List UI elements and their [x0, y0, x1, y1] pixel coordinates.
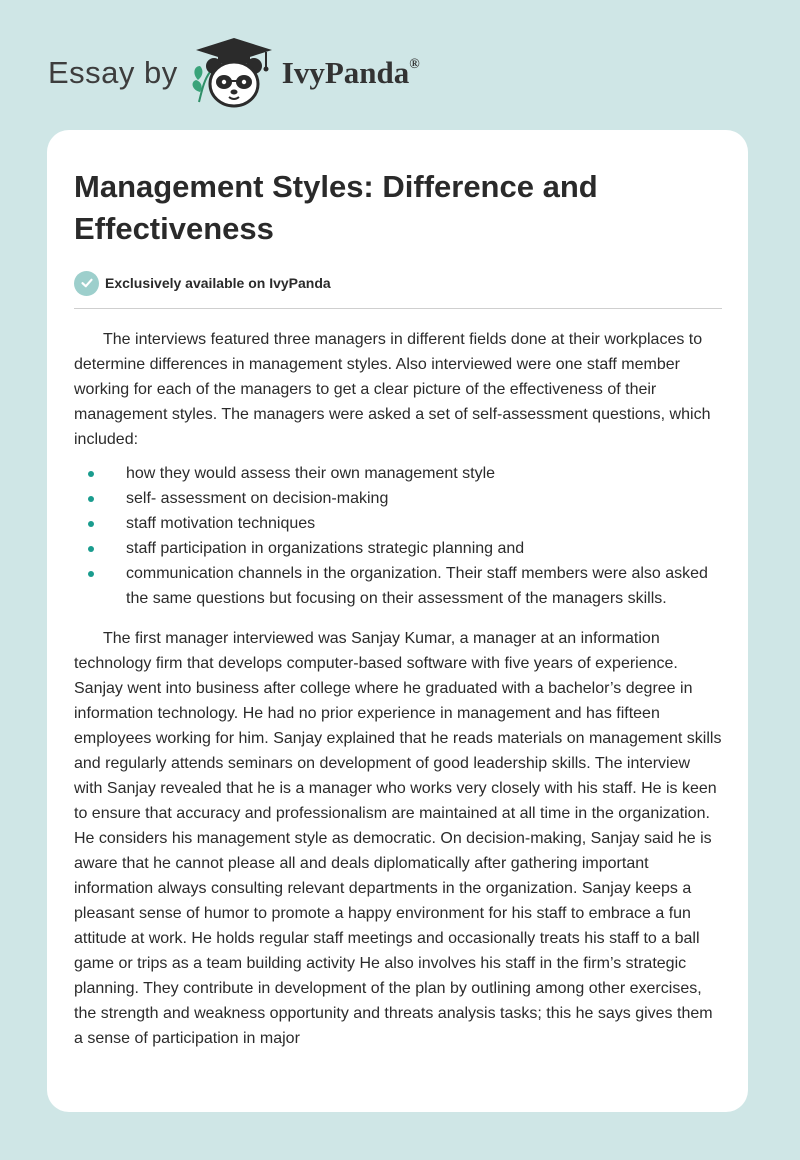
list-item-text: how they would assess their own management style [126, 465, 496, 482]
list-item [74, 461, 722, 486]
badge-label: Exclusively available on IvyPanda [105, 275, 331, 291]
essay-body [74, 327, 722, 1051]
list-item-text: staff participation in organizations strategic planning and [126, 540, 525, 557]
brand-text: IvyPanda [281, 55, 410, 90]
bullet-dot [88, 471, 94, 477]
list-item [74, 536, 722, 561]
registered-mark: ® [409, 57, 420, 72]
exclusive-badge [74, 270, 722, 296]
list-item-text: staff motivation techniques [126, 515, 316, 532]
bullet-dot [88, 546, 94, 552]
intro-paragraph: The interviews featured three managers in different fields done at their workplaces to determine differences in management styles. Also interviewed were one staff member working for each of the managers to get a clear picture of the effectiveness of their management styles. The managers were asked a set of self-assessment questions, which included: [74, 331, 711, 448]
page-title: Management Styles: Difference and Effectiveness [74, 169, 598, 246]
list-item [74, 561, 722, 611]
body-paragraph: The first manager interviewed was Sanjay Kumar, a manager at an information technology firm that develops computer-based software with five years of experience. Sanjay went into business after college where he graduated with a bachelor’s degree in information technology. He had no prior experience in management and has fifteen employees working for him. Sanjay explained that he reads materials on management skills and regularly attends seminars on development of good leadership skills. The interview with Sanjay revealed that he is a manager who works very closely with his staff. He is keen to ensure that accuracy and professionalism are maintained at all time in the organization. He considers his management style as democratic. On decision-making, Sanjay said he is aware that he cannot please all and deals diplomatically after gathering important information always consulting relevant departments in the organization. Sanjay keeps a pleasant sense of humor to promote a happy environment for his staff to embrace a fun attitude at work. He holds regular staff meetings and occasionally treats his staff to a ball game or trips as a team building activity He also involves his staff in the firm’s strategic planning. They contribute in development of the plan by outlining among other exercises, the strength and weakness opportunity and threats analysis tasks; this he says gives them a sense of participation in major [74, 630, 722, 1047]
list-item-text: communication channels in the organization. Their staff members were also asked the same questions but focusing on their assessment of the managers skills. [126, 565, 708, 607]
bullet-dot [88, 571, 94, 577]
bullet-dot [88, 496, 94, 502]
list-item [74, 486, 722, 511]
brand-name[interactable] [282, 55, 420, 91]
divider [74, 308, 722, 309]
panda-graduate-icon[interactable] [190, 36, 278, 110]
questions-list [74, 461, 722, 611]
essay-by-label: Essay by [48, 55, 178, 90]
list-item [74, 511, 722, 536]
bullet-dot [88, 521, 94, 527]
site-header [48, 36, 420, 110]
essay-card [47, 130, 748, 1112]
list-item-text: self- assessment on decision-making [126, 490, 389, 507]
check-circle-icon [74, 271, 99, 296]
